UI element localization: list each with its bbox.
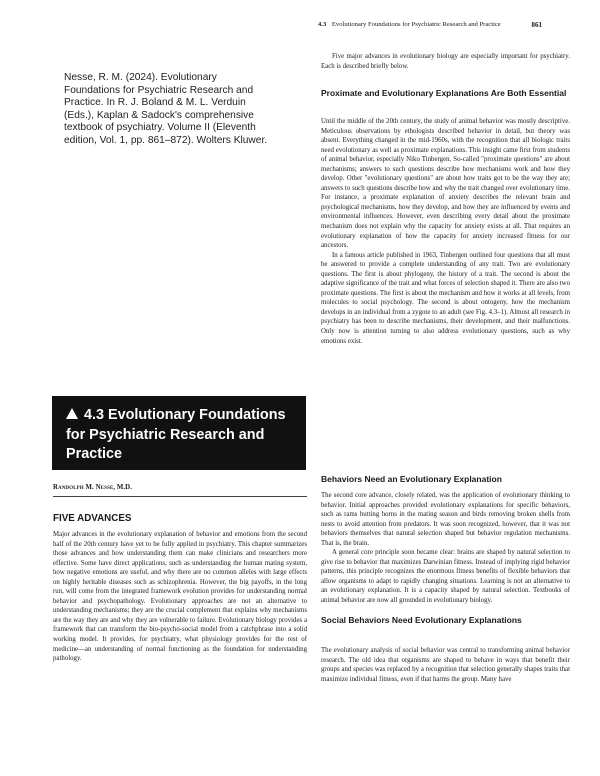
section-body — [321, 646, 570, 684]
section-heading-five-advances: FIVE ADVANCES — [53, 513, 132, 524]
section-body — [321, 117, 570, 346]
paragraph: The evolutionary analysis of social behavior was central to transforming animal behavior research. The old idea that organisms are shaped to behave in ways that benefit their groups and species was replaced by a recognition that selection generally shapes traits that maximize individual fitness, even if that harms the group. Many have — [321, 647, 570, 683]
paragraph: Major advances in the evolutionary explanation of behavior and emotions from the second half of the 20th century have yet to be fully applied in psychiatry. This chapter summarizes those advances and how understanding them can make clinicians and researchers more effective. Some have direct applications, such as understanding the human mating system, how negative emotions are useful, and why there are no common alleles with large effects on highly heritable diseases such as schizophrenia. However, the big payoffs, in the long run, will come from the integrated framework evolution provides for understanding normal behavior and psychopathology. Evolutionary approaches are not an alternative to understanding mechanisms; they are the crucial complement that explains why mechanisms are the way they are and why they are vulnerable to failure. Evolutionary biology provides a framework that can transform the bio-psycho-social model from a catchphrase into a solid working model. It provides, for psychiatry, what physiology provides for the rest of medicine—an understanding of normal functioning as the foundation for understanding pathology. — [53, 531, 307, 663]
section-heading: Proximate and Evolutionary Explanations Are Both Essential — [321, 88, 567, 98]
header-running-title: Evolutionary Foundations for Psychiatric Research and Practice — [331, 21, 501, 28]
chapter-title — [66, 406, 294, 465]
chapter-title-banner — [52, 396, 306, 470]
section-heading: Behaviors Need an Evolutionary Explanation — [321, 474, 502, 484]
page-number: 861 — [531, 21, 542, 29]
section-heading: Social Behaviors Need Evolutionary Explanations — [321, 615, 522, 625]
chapter-title-text: 4.3 Evolutionary Foundations for Psychiatric Research and Practice — [66, 407, 286, 462]
running-header — [318, 21, 542, 28]
triangle-icon — [66, 408, 78, 419]
paragraph: In a famous article published in 1963, Tinbergen outlined four questions that all must be answered to provide a complete understanding of any trait. Two are evolutionary questions. The first is about phylogeny, the history of a trait. The second is about the adaptive significance of the trait and what forces of selection shaped it. There are also two proximate questions. The first is about the mechanism and how it works at all levels, from molecules to social psychology. The second is about ontogeny, how the mechanism develops in an individual from a zygote to an adult (see Fig. 4.3–1). Almost all research in psychiatry has been to describe mechanisms, their development, and their malfunctions. Only now is attention turning to also address evolutionary questions, such as why emotions exist. — [321, 251, 570, 345]
paragraph: A general core principle soon became clear: brains are shaped by natural selection to give rise to behavior that maximizes Darwinian fitness. Instead of implying rigid behavior patterns, this principle recognizes the enormous fitness benefits of flexible behaviors that allow organisms to adapt to rapidly changing situations. Learning is not an alternative to an evolutionary explanation. It is a capacity shaped by natural selection. Textbooks of animal behavior are now all grounded in evolutionary biology. — [321, 549, 570, 605]
paragraph: The second core advance, closely related, was the application of evolutionary thinking to behavior. Initial approaches provided evolutionary explanations for specific behaviors, such as rams butting horns in the mating season and birds removing broken shells from nests to avoid attention from predators. It was soon recognized, however, that it was not behaviors themselves that natural selection shaped but behavior regulation mechanisms. That is, the brain. — [321, 492, 570, 547]
paragraph: Five major advances in evolutionary biology are especially important for psychiatry. Each is described briefly below. — [321, 53, 570, 70]
left-column-body — [53, 530, 307, 664]
right-column-intro — [321, 52, 570, 71]
chapter-author: Randolph M. Nesse, M.D. — [53, 484, 132, 491]
paragraph: Until the middle of the 20th century, the study of animal behavior was mostly descriptive. Meticulous observations by ethologists described behavior in detail, but theory was absent. Everything changed in the mid-1960s, with the recognition that all biologic traits need evolutionary as well as proximate explanations. This insight came first from students of animal behavior, especially Niko Tinbergen. So-called "proximate questions" are about mechanisms; answers to such questions describe how mechanisms work and how they develop. Other "evolutionary questions" are about how traits got to be the way they are; answers to such questions describe how and why the trait changed over evolutionary time. For instance, a proximate explanation of anxiety describes the relevant brain and psychological mechanisms, how they develop, and how they are influenced by events and environmental influences. However, even describing every detail about the proximate mechanism does not explain why the capacity for anxiety exists at all. That requires an evolutionary explanation of how the capacity for anxiety increased fitness for our ancestors. — [321, 118, 570, 250]
header-section-number: 4.3 — [318, 21, 327, 28]
citation-note: Nesse, R. M. (2024). Evolutionary Foundations for Psychiatric Research and Practice. In R. J. Boland & M. L. Verduin (Eds.), Kaplan & Sadock's comprehensive textbook of psychiatry. Volume II (Eleventh edition, Vol. 1, pp. 861–872). Wolters Kluwer. — [64, 72, 268, 146]
section-body — [321, 491, 570, 606]
divider — [53, 496, 307, 497]
